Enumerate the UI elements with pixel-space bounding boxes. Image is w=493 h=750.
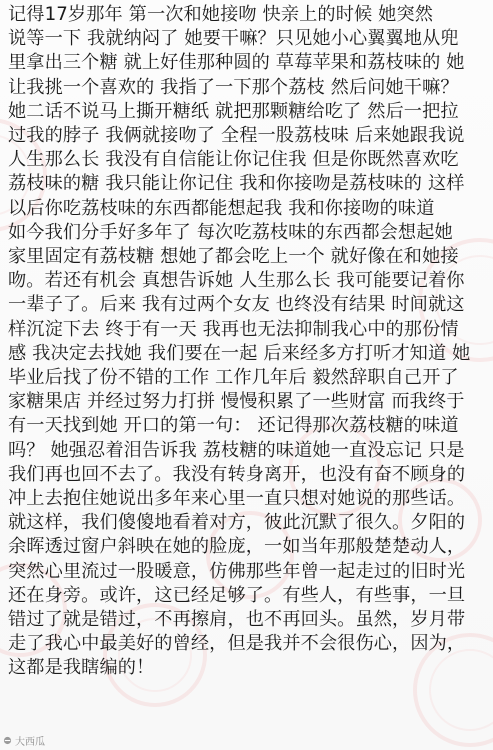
text-line: 家糖果店 并经过努力打拼 慢慢积累了一些财富 而我终于	[8, 391, 465, 413]
text-line: 吗？ 她强忍着泪告诉我 荔枝糖的味道她一直没忘记 只是	[8, 439, 465, 461]
text-line: 过我的脖子 我俩就接吻了 全程一股荔枝味 后来她跟我说	[8, 125, 465, 147]
article-text	[8, 3, 486, 681]
text-line: 还在身旁。或许，这已经足够了。有些人，有些事，一旦	[8, 584, 466, 606]
text-line: 走了我心中最美好的曾经，但是我并不会很伤心，因为，	[8, 633, 466, 655]
text-line: 错过了就是错过，不再擦肩，也不再回头。虽然，岁月带	[8, 609, 466, 631]
source-logo-label: 大西瓜	[15, 737, 45, 748]
text-line: 荔枝味的糖 我只能让你记住 我和你接吻是荔枝味的 这样	[8, 173, 465, 195]
text-line: 人生那么长 我没有自信能让你记住我 但是你既然喜欢吃	[8, 149, 459, 171]
text-line: 吻。若还有机会 真想告诉她 人生那么长 我可能要记着你	[8, 270, 465, 292]
text-line: 说等一下 我就纳闷了 她要干嘛？只见她小心翼翼地从兜	[8, 28, 459, 50]
text-line: 以后你吃荔枝味的东西都能想起我 我和你接吻的味道	[8, 197, 435, 219]
text-line: 让我挑一个喜欢的 我指了一下那个荔枝 然后问她干嘛？	[8, 76, 459, 98]
text-line: 就这样，我们傻傻地看着对方，彼此沉默了很久。夕阳的	[8, 512, 466, 534]
text-line: 她二话不说马上撕开糖纸 就把那颗糖给吃了 然后一把拉	[8, 100, 459, 122]
text-line: 样沉淀下去 终于有一天 我再也无法抑制我心中的那份情	[8, 318, 459, 340]
text-line: 冲上去抱住她说出多年来心里一直只想对她说的那些话。	[8, 488, 466, 510]
text-line: 毕业后找了份不错的工作 工作几年后 毅然辞职自己开了	[8, 367, 459, 389]
text-line: 这都是我瞎编的！	[8, 657, 155, 679]
text-line: 突然心里流过一股暖意，仿佛那些年曾一起走过的旧时光	[8, 560, 466, 582]
text-line: 里拿出三个糖 就上好佳那种圆的 草莓苹果和荔枝味的 她	[8, 52, 465, 74]
source-logo	[3, 733, 45, 748]
text-line: 如今我们分手好多年了 每次吃荔枝味的东西都会想起她	[8, 221, 453, 243]
text-line: 有一天找到她 开口的第一句： 还记得那次荔枝糖的味道	[8, 415, 459, 437]
text-line: 我们再也回不去了。我没有转身离开，也没有奋不顾身的	[8, 463, 466, 485]
app-logo-icon	[3, 736, 12, 745]
text-line: 感 我决定去找她 我们要在一起 后来经多方打听才知道 她	[8, 342, 471, 364]
text-line: 家里固定有荔枝糖 想她了都会吃上一个 就好像在和她接	[8, 246, 459, 268]
text-line: 记得17岁那年 第一次和她接吻 快亲上的时候 她突然	[8, 4, 434, 25]
text-line: 余晖透过窗户斜映在她的脸庞，一如当年那般楚楚动人，	[8, 536, 466, 558]
text-line: 一辈子了。后来 我有过两个女友 也终没有结果 时间就这	[8, 294, 465, 316]
